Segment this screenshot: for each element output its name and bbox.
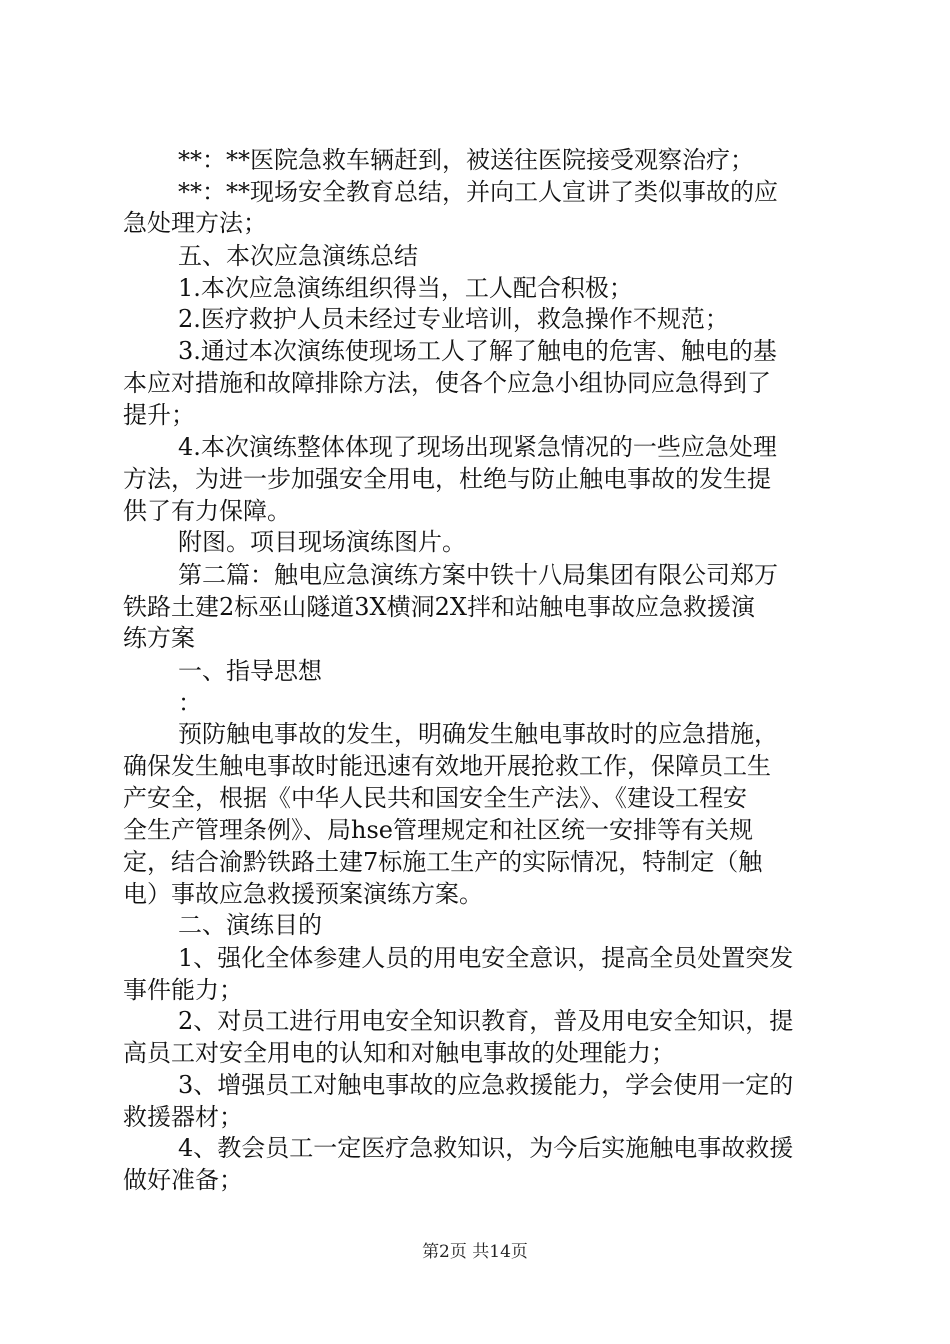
text-line: 五、本次应急演练总结 [178,242,418,270]
text-line: 1、强化全体参建人员的用电安全意识，提高全员处置突发 [178,944,794,972]
text-line: **：**现场安全教育总结，并向工人宣讲了类似事故的应 [178,178,778,206]
text-line: 方法，为进一步加强安全用电，杜绝与防止触电事故的发生提 [123,465,771,493]
text-line: 附图。项目现场演练图片。 [178,528,466,556]
text-line: 二、演练目的 [178,911,322,939]
text-line: ： [178,689,202,717]
text-line: 2、对员工进行用电安全知识教育，普及用电安全知识，提 [178,1007,794,1035]
text-line: 产安全，根据《中华人民共和国安全生产法》、《建设工程安 [123,784,747,812]
text-line: 高员工对安全用电的认知和对触电事故的处理能力； [123,1039,675,1067]
text-line: **：**医院急救车辆赶到，被送往医院接受观察治疗； [178,146,754,174]
text-line: 2.医疗救护人员未经过专业培训，救急操作不规范； [178,305,729,333]
text-line: 3、增强员工对触电事故的应急救援能力，学会使用一定的 [178,1071,794,1099]
text-line: 4、教会员工一定医疗急救知识，为今后实施触电事故救援 [178,1134,794,1162]
text-line: 电）事故应急救援预案演练方案。 [123,880,483,908]
text-line: 事件能力； [123,976,243,1004]
text-line: 预防触电事故的发生，明确发生触电事故时的应急措施， [178,720,778,748]
text-line: 练方案 [123,624,195,652]
text-line: 4.本次演练整体体现了现场出现紧急情况的一些应急处理 [178,433,777,461]
text-line: 急处理方法； [123,209,267,237]
text-line: 救援器材； [123,1103,243,1131]
text-line: 定，结合渝黔铁路土建7标施工生产的实际情况，特制定（触 [123,848,763,876]
text-line: 确保发生触电事故时能迅速有效地开展抢救工作，保障员工生 [123,752,771,780]
page-footer: 第2页 共14页 [422,1242,528,1262]
text-line: 本应对措施和故障排除方法，使各个应急小组协同应急得到了 [123,369,771,397]
text-line: 供了有力保障。 [123,497,291,525]
text-line: 铁路土建2标巫山隧道3X横洞2X拌和站触电事故应急救援演 [123,593,755,621]
text-line: 第二篇：触电应急演练方案中铁十八局集团有限公司郑万 [178,561,778,589]
text-line: 3.通过本次演练使现场工人了解了触电的危害、触电的基 [178,337,777,365]
text-line: 全生产管理条例》、局hse管理规定和社区统一安排等有关规 [123,816,753,844]
text-line: 做好准备； [123,1166,243,1194]
text-line: 提升； [123,401,195,429]
text-line: 1.本次应急演练组织得当，工人配合积极； [178,274,633,302]
text-line: 一、指导思想 [178,657,322,685]
